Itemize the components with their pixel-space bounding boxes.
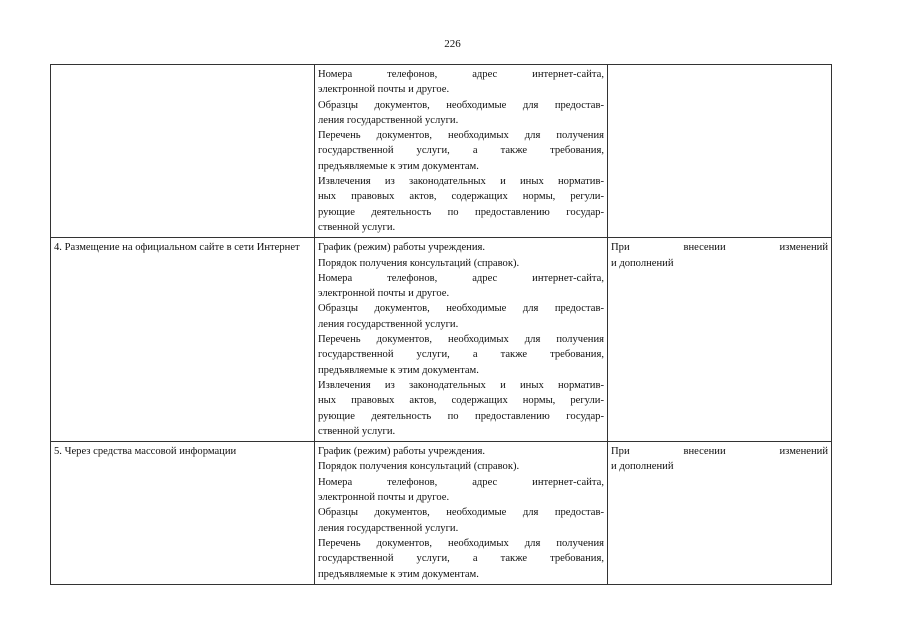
info-table-body xyxy=(51,65,832,585)
table-row xyxy=(51,65,832,238)
content-line: рующие деятельность по предоставлению государ- xyxy=(318,410,604,422)
info-table xyxy=(50,64,832,585)
content-line: электронной почты и другое. xyxy=(318,492,450,504)
content-line: График (режим) работы учреждения. xyxy=(318,242,486,254)
frequency-line: При внесении изменений xyxy=(611,446,828,458)
method-cell xyxy=(51,65,315,238)
content-line: государственной услуги, а также требования, xyxy=(318,553,604,565)
frequency-line: При внесении изменений xyxy=(611,242,828,254)
content-line: Порядок получения консультаций (справок). xyxy=(318,461,520,473)
table-row xyxy=(51,238,832,442)
method-cell xyxy=(51,238,315,442)
content-line: Перечень документов, необходимых для получения xyxy=(318,130,604,142)
content-line: ственной услуги. xyxy=(318,425,396,437)
content-cell xyxy=(315,65,608,238)
content-line: Перечень документов, необходимых для получения xyxy=(318,537,604,549)
content-line: Образцы документов, необходимые для предостав- xyxy=(318,303,604,315)
content-line: ных правовых актов, содержащих нормы, регули- xyxy=(318,191,604,203)
content-line: предъявляемые к этим документам. xyxy=(318,364,479,376)
content-line: ления государственной услуги. xyxy=(318,114,459,126)
content-line: ственной услуги. xyxy=(318,221,396,233)
content-line: График (режим) работы учреждения. xyxy=(318,446,486,458)
content-line: предъявляемые к этим документам. xyxy=(318,160,479,172)
content-line: государственной услуги, а также требования, xyxy=(318,145,604,157)
table-row xyxy=(51,442,832,585)
content-line: Извлечения из законодательных и иных норматив- xyxy=(318,379,604,391)
content-line: Номера телефонов, адрес интернет-сайта, xyxy=(318,476,604,488)
frequency-cell xyxy=(608,65,832,238)
content-line: Извлечения из законодательных и иных норматив- xyxy=(318,176,604,188)
content-line: электронной почты и другое. xyxy=(318,84,450,96)
method-cell xyxy=(51,442,315,585)
content-line: Перечень документов, необходимых для получения xyxy=(318,334,604,346)
page-number: 226 xyxy=(444,38,461,50)
frequency-cell xyxy=(608,442,832,585)
content-cell xyxy=(315,442,608,585)
method-text: 4. Размещение на официальном сайте в сети Интернет xyxy=(54,242,300,254)
content-line: Номера телефонов, адрес интернет-сайта, xyxy=(318,272,604,284)
content-line: Образцы документов, необходимые для предостав- xyxy=(318,99,604,111)
content-line: электронной почты и другое. xyxy=(318,288,450,300)
frequency-line: и дополнений xyxy=(611,257,674,269)
content-line: Номера телефонов, адрес интернет-сайта, xyxy=(318,69,604,80)
content-line: Порядок получения консультаций (справок). xyxy=(318,257,520,269)
content-line: ления государственной услуги. xyxy=(318,318,459,330)
content-line: рующие деятельность по предоставлению государ- xyxy=(318,206,604,218)
content-line: Образцы документов, необходимые для предостав- xyxy=(318,507,604,519)
frequency-cell xyxy=(608,238,832,442)
content-line: предъявляемые к этим документам. xyxy=(318,568,479,580)
content-line: ления государственной услуги. xyxy=(318,522,459,534)
frequency-line: и дополнений xyxy=(611,461,674,473)
content-line: ных правовых актов, содержащих нормы, регули- xyxy=(318,395,604,407)
content-cell xyxy=(315,238,608,442)
method-text: 5. Через средства массовой информации xyxy=(54,446,237,458)
content-line: государственной услуги, а также требования, xyxy=(318,349,604,361)
